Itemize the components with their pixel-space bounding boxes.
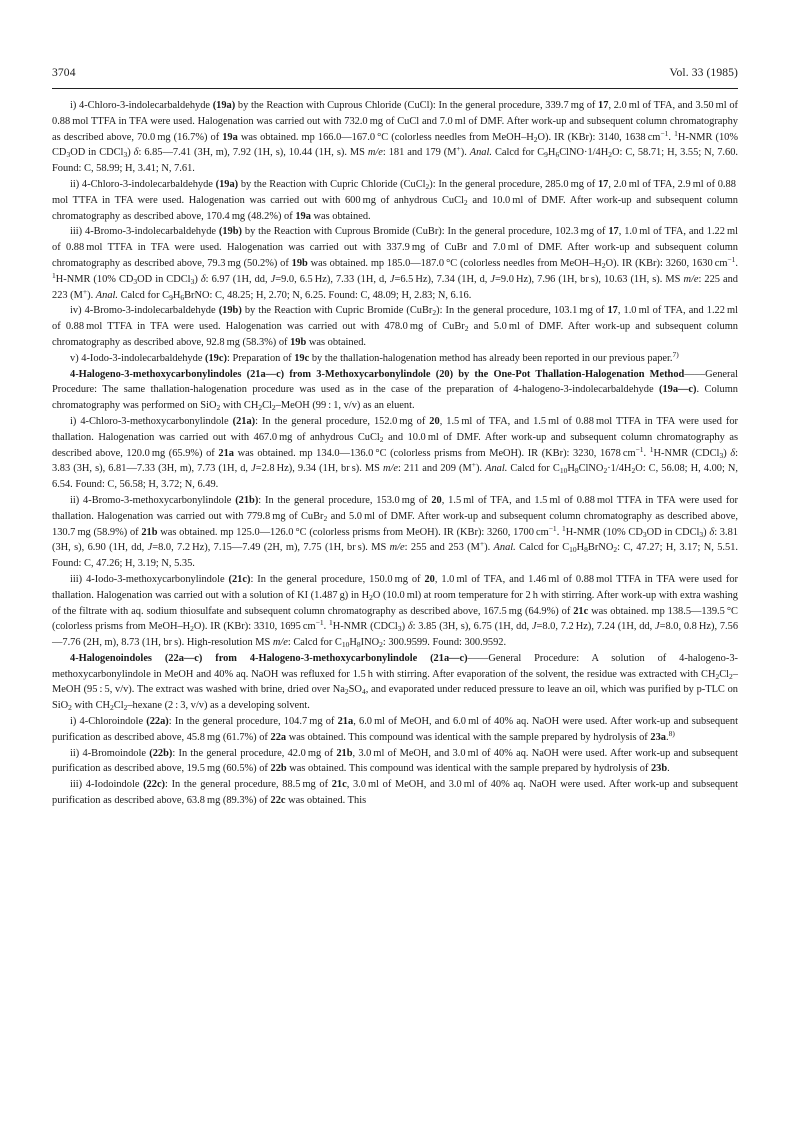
running-header (52, 66, 738, 86)
paragraph-19a-cucl: i) 4-Chloro-3-indolecarbaldehyde (19a) by the Reaction with Cuprous Chloride (CuCl): In the general procedure, 339.7 mg of 17, 2.0 ml of TFA, and 3.50 ml of 0.88 mol TTFA in TFA were used. Halogenation was carried out with 732.0 mg of CuCl and 7.0 ml of DMF. After work-up and subsequent column chromatography as described above, 70.0 mg (16.7%) of 19a was obtained. mp 166.0—167.0 °C (colorless needles from MeOH–$H_2O$). IR (KBr): 3140, 1638 $cm^{-1}$. $^1$H-NMR (10% $CD_3OD$ in CDCl$_3$) δ: 6.85—7.41 (3H, m), 7.92 (1H, s), 10.44 (1H, s). MS m/e: 181 and 179 (M+). Anal. Calcd for $C_9H_6ClNO\cdot 1/4H_2O$: C, 58.71; H, 3.55; N, 7.60. Found: C, 58.99; H, 3.41; N, 7.61. (52, 100, 739, 175)
paragraph-19c: v) 4-Iodo-3-indolecarbaldehyde (19c): Preparation of 19c by the thallation-halogenation method has already been reported in our previous paper.$^{7)}$ (70, 349, 679, 364)
page-number: 3704 (52, 66, 76, 79)
paragraph-21a: i) 4-Chloro-3-methoxycarbonylindole (21a): In the general procedure, 152.0 mg of 20, 1.5 ml of TFA, and 1.5 ml of 0.88 mol TTFA in TFA were used for thallation. Halogenation was carried out with 467.0 mg of anhydrous CuCl$_2$ and 10.0 ml of DMF. After work-up and subsequent column chromatography as described above, 120.0 mg (65.9%) of 21a was obtained. mp 134.0—136.0 °C (colorless prisms from MeOH). IR (KBr): 3230, 1678 $cm^{-1}$. $^1$H-NMR (CDCl$_3$) δ: 3.83 (3H, s), 6.81—7.33 (3H, m), 7.73 (1H, d, J=2.8 Hz), 9.34 (1H, br s). MS m/e: 211 and 209 (M+). Anal. Calcd for $C_{10}H_8ClNO_2\cdot 1/4H_2O$: C, 56.08; H, 4.00; N, 6.54. Found: C, 56.58; H, 3.72; N, 6.49. (52, 415, 739, 491)
paragraph-19a-cucl2: ii) 4-Chloro-3-indolecarbaldehyde (19a) by the Reaction with Cupric Chloride (CuCl$_2$): In the general procedure, 285.0 mg of 17, 2.0 ml of TFA, 2.9 ml of 0.88 mol TTFA in TFA were used. Halogenation was carried out with 600 mg of anhydrous CuCl$_2$ and 10.0 ml of DMF. After work-up and subsequent column chromatography as described above, 170.4 mg (48.2%) of 19a was obtained. (52, 178, 739, 222)
section-heading-21: 4-Halogeno-3-methoxycarbonylindoles (21a—c) from 3-Methoxycarbonylindole (20) by the One-Pot Thallation-Halogenation Method——General Procedure: The same thallation-halogenation procedure was used as in the case of the preparation of 4-halogeno-3-indolecarbaldehyde (19a—c). Column chromatography was performed on SiO$_2$ with $CH_2Cl_2$–MeOH (99 : 1, v/v) as an eluent. (52, 368, 739, 413)
header-rule (52, 88, 738, 89)
paragraph-21b: ii) 4-Bromo-3-methoxycarbonylindole (21b): In the general procedure, 153.0 mg of 20, 1.5 ml of TFA, and 1.5 ml of 0.88 mol TTFA in TFA were used for thallation. Halogenation was carried out with 779.8 mg of CuBr$_2$ and 5.0 ml of DMF. After work-up and subsequent column chromatography as described above, 130.7 mg (58.9%) of 21b was obtained. mp 125.0—126.0 °C (colorless prisms from MeOH). IR (KBr): 3260, 1700 $cm^{-1}$. $^1$H-NMR (10% $CD_3OD$ in CDCl$_3$) δ: 3.81 (3H, s), 6.90 (1H, dd, J=8.0, 7.2 Hz), 7.15—7.49 (2H, m), 7.75 (1H, br s). MS m/e: 255 and 253 (M+). Anal. Calcd for $C_{10}H_8BrNO_2$: C, 47.27; H, 3.17; N, 5.51. Found: C, 47.26; H, 3.19; N, 5.35. (52, 494, 738, 570)
paragraph-21c: iii) 4-Iodo-3-methoxycarbonylindole (21c): In the general procedure, 150.0 mg of 20, 1.0 ml of TFA, and 1.46 ml of 0.88 mol TTFA in TFA were used for thallation. Halogenation was carried out with a solution of KI (1.487 g) in $H_2O$ (10.0 ml) at room temperature for 2 h with stirring. After work-up with extra washing of the filtrate with aq. sodium thiosulfate and subsequent column chromatography as described above, 167.5 mg (64.9%) of 21c was obtained. mp 138.5—139.5 °C (colorless prisms from MeOH–$H_2O$). IR (KBr): 3310, 1695 $cm^{-1}$. $^1$H-NMR (CDCl$_3$) δ: 3.85 (3H, s), 6.75 (1H, dd, J=8.0, 7.2 Hz), 7.24 (1H, dd, J=8.0, 0.8 Hz), 7.56—7.76 (2H, m), 8.73 (1H, br s). High-resolution MS m/e: Calcd for $C_{10}H_8INO_2$: 300.9599. Found: 300.9592. (52, 573, 739, 650)
paragraph-22a: i) 4-Chloroindole (22a): In the general procedure, 104.7 mg of 21a, 6.0 ml of MeOH, and 6.0 ml of 40% aq. NaOH were used. After work-up and subsequent purification as described above, 45.8 mg (61.7%) of 22a was obtained. This compound was identical with the sample prepared by hydrolysis of 23a.$^{8)}$ (52, 716, 738, 743)
paragraph-19b-cubr: iii) 4-Bromo-3-indolecarbaldehyde (19b) by the Reaction with Cuprous Bromide (CuBr): In the general procedure, 102.3 mg of 17, 1.0 ml of TFA, and 1.22 ml of 0.88 mol TTFA in TFA were used. Halogenation was carried out with 337.9 mg of CuBr and 7.0 ml of DMF. After work-up and subsequent column chromatography as described above, 79.3 mg (50.2%) of 19b was obtained. mp 185.0—187.0 °C (colorless needles from MeOH–$H_2O$). IR (KBr): 3260, 1630 $cm^{-1}$. $^1$H-NMR (10% $CD_3OD$ in CDCl$_3$) δ: 6.97 (1H, dd, J=9.0, 6.5 Hz), 7.33 (1H, d, J=6.5 Hz), 7.34 (1H, d, J=9.0 Hz), 7.96 (1H, br s), 10.63 (1H, s). MS m/e: 225 and 223 (M+). Anal. Calcd for $C_9H_6BrNO$: C, 48.25; H, 2.70; N, 6.25. Found: C, 48.09; H, 2.83; N, 6.16. (52, 226, 739, 302)
section-heading-22: 4-Halogenoindoles (22a—c) from 4-Halogeno-3-methoxycarbonylindole (21a—c)——General Procedure: A solution of 4-halogeno-3-methoxycarbonylindole in MeOH and 40% aq. NaOH was refluxed for 1.5 h with stirring. After evaporation of the solvent, the residue was extracted with $CH_2Cl_2$–MeOH (95 : 5, v/v). The extract was washed with brine, dried over $Na_2SO_4$, and evaporated under reduced pressure to leave an oil, which was purified by p-TLC on SiO$_2$ with $CH_2Cl_2$–hexane (2 : 3, v/v) as a developing solvent. (52, 652, 738, 713)
paragraph-22c: iii) 4-Iodoindole (22c): In the general procedure, 88.5 mg of 21c, 3.0 ml of MeOH, and 3.0 ml of 40% aq. NaOH were used. After work-up and subsequent purification as described above, 63.8 mg (89.3%) of 22c was obtained. This (52, 779, 738, 807)
journal-volume: Vol. 33 (1985) (669, 66, 738, 79)
paragraph-19b-cubr2: iv) 4-Bromo-3-indolecarbaldehyde (19b) by the Reaction with Cupric Bromide (CuBr$_2$): In the general procedure, 103.1 mg of 17, 1.0 ml of TFA, and 1.22 ml of 0.88 mol TTFA in TFA were used. Halogenation was carried out with 478.0 mg of CuBr$_2$ and 5.0 ml of DMF. After work-up and subsequent column chromatography as described above, 92.8 mg (58.3%) of 19b was obtained. (52, 305, 738, 348)
article-body (52, 98, 738, 809)
paragraph-22b: ii) 4-Bromoindole (22b): In the general procedure, 42.0 mg of 21b, 3.0 ml of MeOH, and 3.0 ml of 40% aq. NaOH were used. After work-up and subsequent purification as described above, 19.5 mg (60.5%) of 22b was obtained. This compound was identical with the sample prepared by hydrolysis of 23b. (52, 747, 739, 775)
